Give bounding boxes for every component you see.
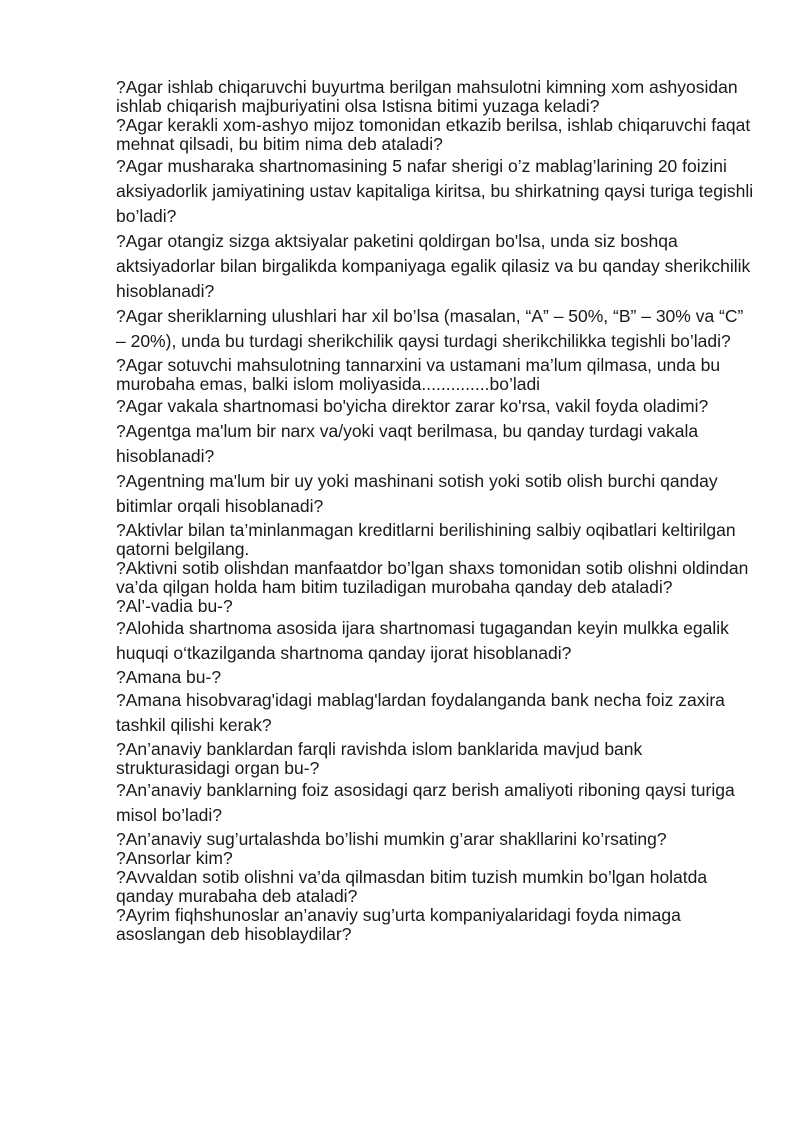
question-item: ?An’anaviy banklarning foiz asosidagi qarz berish amaliyoti riboning qaysi turiga misol bo’ladi?	[116, 780, 735, 825]
question-item: ?Agar vakala shartnomasi bo'yicha direktor zarar ko'rsa, vakil foyda oladimi?	[116, 396, 709, 416]
question-list	[116, 78, 756, 944]
question-item: ?Amana hisobvarag'idagi mablag'lardan foydalanganda bank necha foiz zaxira tashkil qilishi kerak?	[116, 690, 725, 735]
question-item: ?Al’-vadia bu-?	[116, 596, 233, 616]
question-item: ?An’anaviy sug’urtalashda bo’lishi mumkin g’arar shakllarini ko’rsating?	[116, 829, 667, 849]
question-item: ?Agentning ma'lum bir uy yoki mashinani sotish yoki sotib olish burchi qanday bitimlar orqali hisoblanadi?	[116, 471, 718, 516]
question-item: ?Agar sheriklarning ulushlari har xil bo’lsa (masalan, “A” – 50%, “B” – 30% va “C” – 20%), unda bu turdagi sherikchilik qaysi turdagi sherikchilikka tegishli bo’ladi?	[116, 306, 744, 351]
question-item: ?Alohida shartnoma asosida ijara shartnomasi tugagandan keyin mulkka egalik huquqi o‘tkazilganda shartnoma qanday ijorat hisoblanadi?	[116, 618, 729, 663]
question-item: ?Ayrim fiqhshunoslar an’anaviy sug’urta kompaniyalaridagi foyda nimaga asoslangan deb hisoblaydilar?	[116, 905, 681, 944]
question-item: ?Aktivlar bilan ta’minlanmagan kreditlarni berilishining salbiy oqibatlari keltirilgan qatorni belgilang.	[116, 520, 736, 559]
question-item: ?Agentga ma'lum bir narx va/yoki vaqt berilmasa, bu qanday turdagi vakala hisoblanadi?	[116, 421, 699, 466]
question-item: ?An’anaviy banklardan farqli ravishda islom banklarida mavjud bank strukturasidagi organ bu-?	[116, 739, 643, 778]
question-item: ?Aktivni sotib olishdan manfaatdor bo’lgan shaxs tomonidan sotib olishni oldindan va’da qilgan holda ham bitim tuziladigan murobaha qanday deb ataladi?	[116, 558, 749, 597]
question-item: ?Avvaldan sotib olishni va’da qilmasdan bitim tuzish mumkin bo’lgan holatda qanday murabaha deb ataladi?	[116, 867, 708, 906]
question-item: ?Agar kerakli xom-ashyo mijoz tomonidan etkazib berilsa, ishlab chiqaruvchi faqat mehnat qilsadi, bu bitim nima deb ataladi?	[116, 115, 751, 154]
question-item: ?Agar ishlab chiqaruvchi buyurtma berilgan mahsulotni kimning xom ashyosidan ishlab chiqarish majburiyatini olsa Istisna bitimi yuzaga keladi?	[116, 77, 738, 116]
question-item: ?Agar otangiz sizga aktsiyalar paketini qoldirgan bo'lsa, unda siz boshqa aktsiyadorlar bilan birgalikda kompaniyaga egalik qilasiz va bu qanday sherikchilik hisoblanadi?	[116, 231, 751, 301]
question-item: ?Agar sotuvchi mahsulotning tannarxini va ustamani ma’lum qilmasa, unda bu murobaha emas, balki islom moliyasida..............bo’ladi	[116, 355, 721, 394]
question-item: ?Agar musharaka shartnomasining 5 nafar sherigi o’z mablag’larining 20 foizini aksiyadorlik jamiyatining ustav kapitaliga kiritsa, bu shirkatning qaysi turiga tegishli bo’ladi?	[116, 156, 754, 226]
question-item: ?Ansorlar kim?	[116, 848, 233, 868]
question-item: ?Amana bu-?	[116, 667, 222, 687]
